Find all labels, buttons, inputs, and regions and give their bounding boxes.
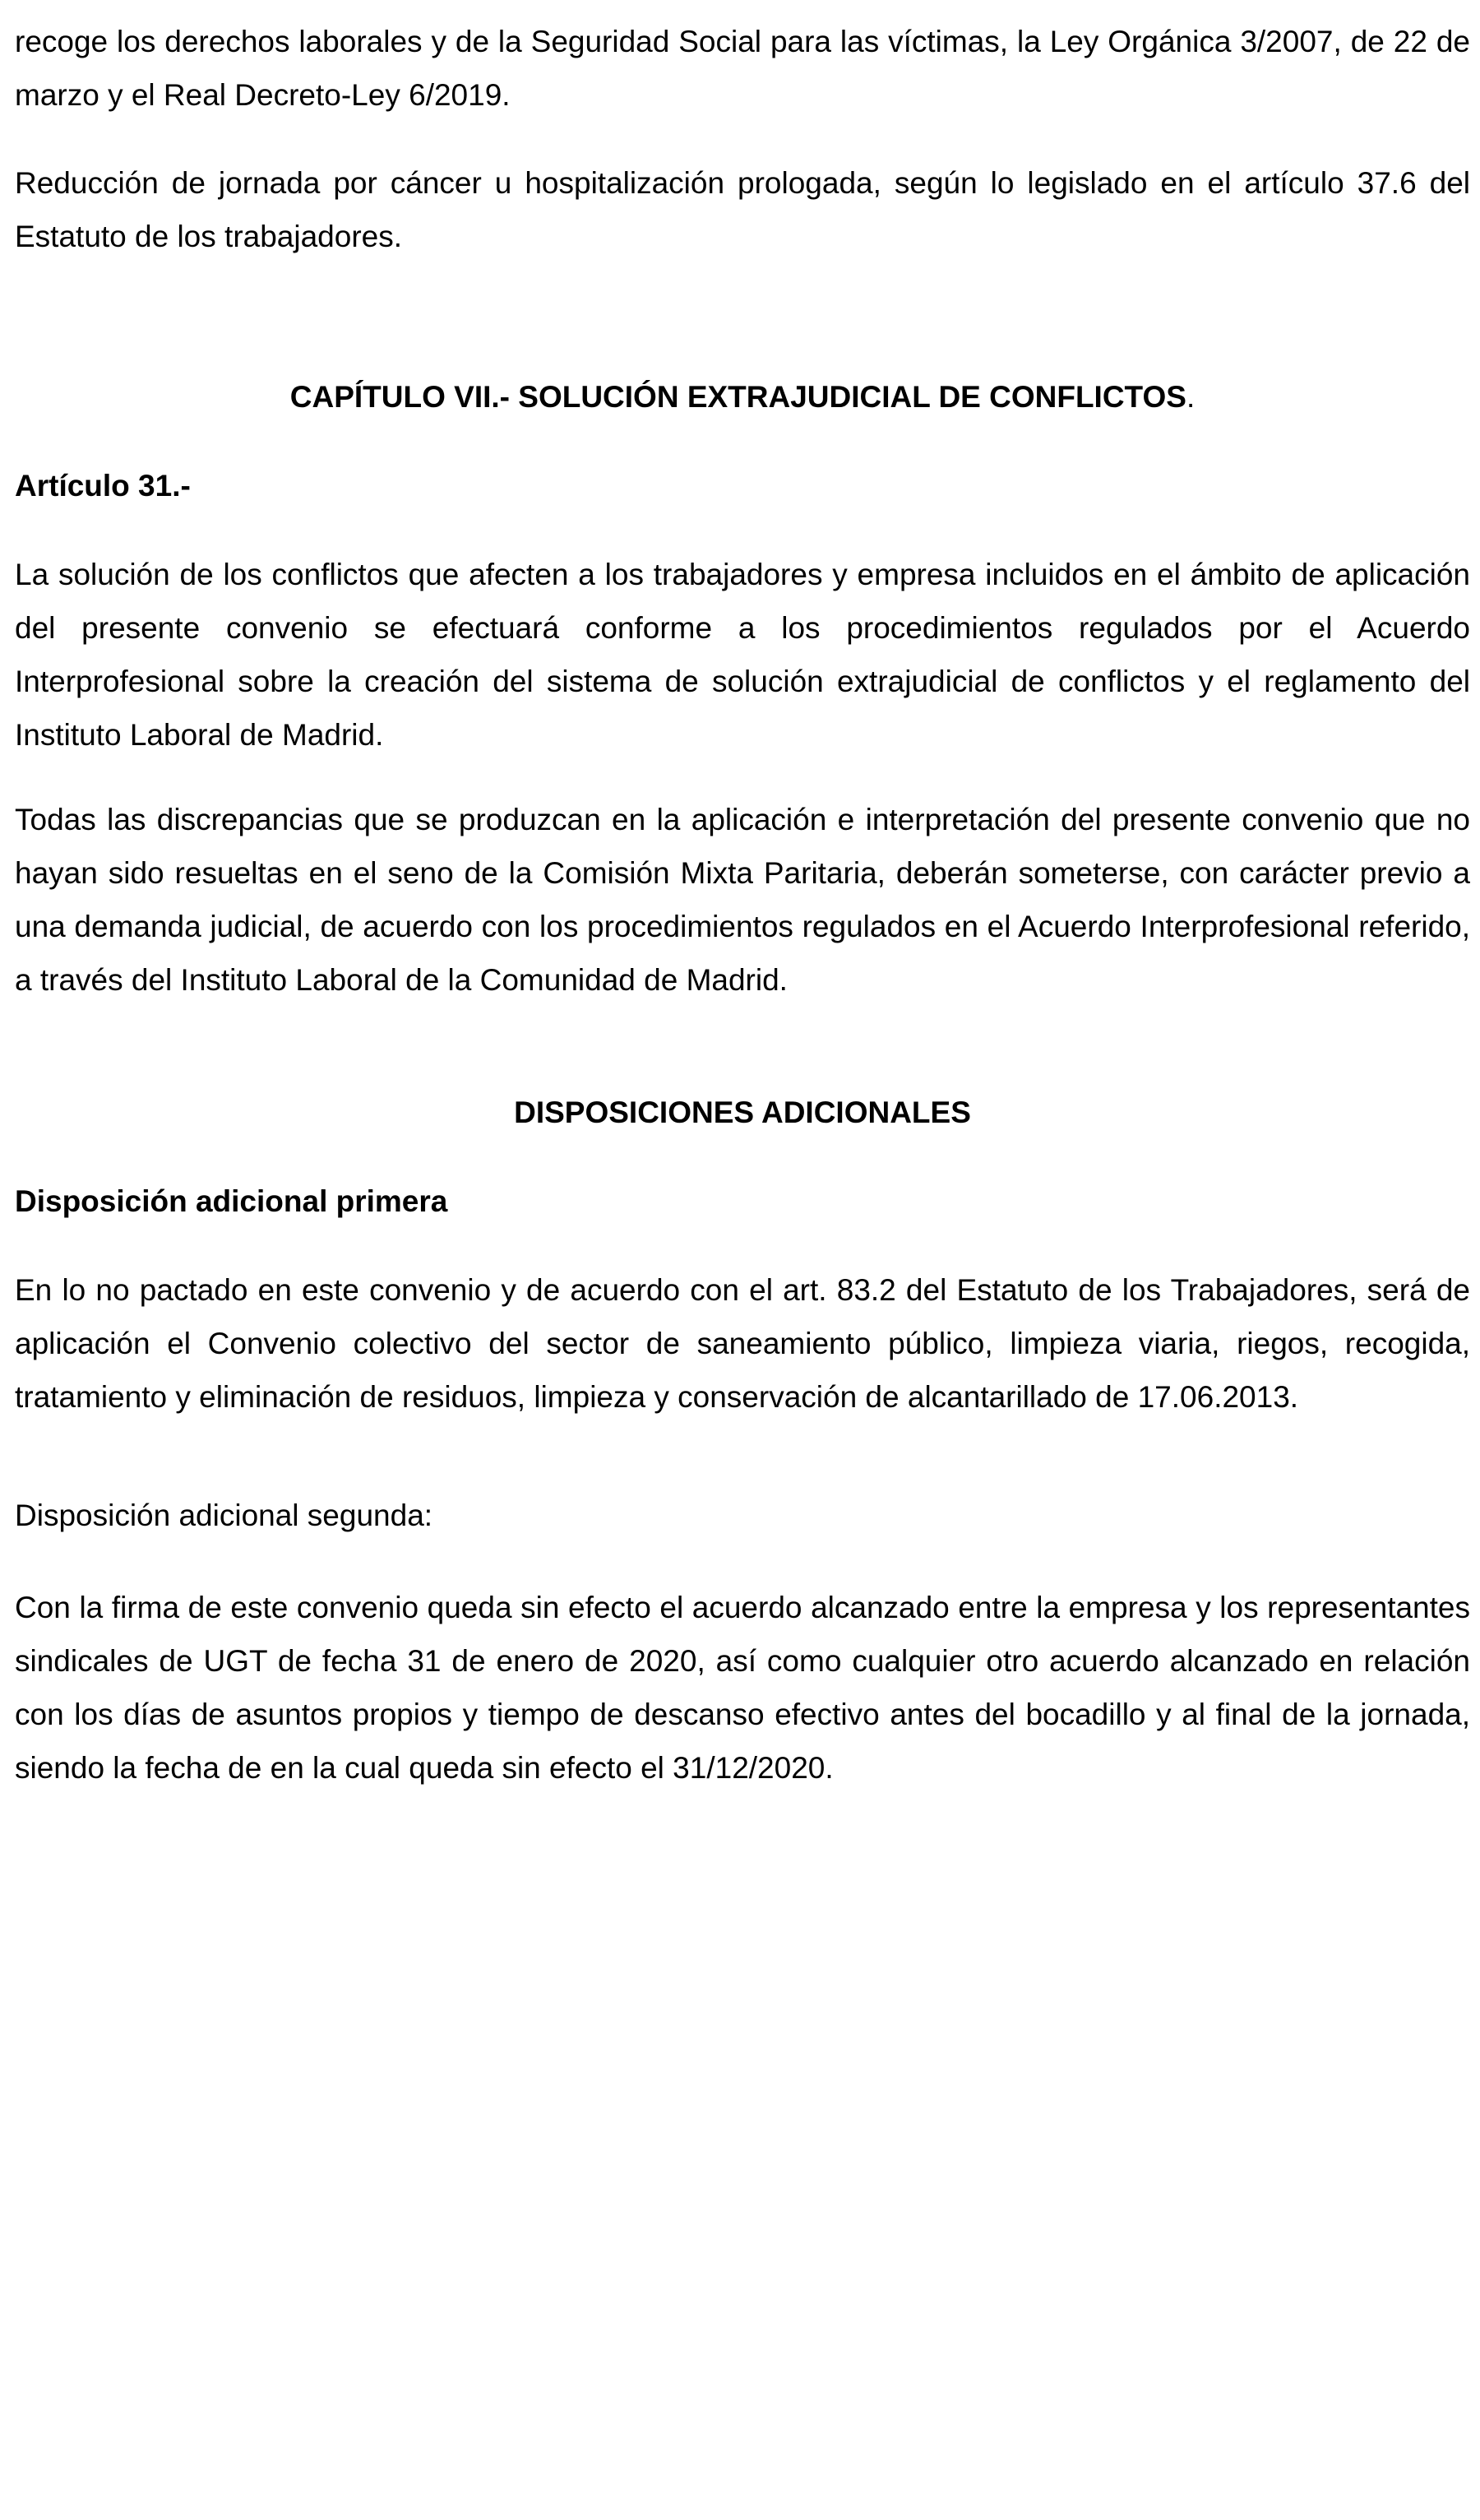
disposicion-segunda-heading: Disposición adicional segunda: (15, 1499, 433, 1532)
disposiciones-heading: DISPOSICIONES ADICIONALES (514, 1096, 971, 1129)
intro-paragraph: recoge los derechos laborales y de la Seguridad Social para las víctimas, la Ley Orgánica 3/2007, de 22 de marzo y el Real Decreto-Ley 6/2019. (15, 25, 1470, 112)
chapter-heading (15, 370, 1470, 424)
chapter-heading-period: . (1186, 380, 1196, 414)
reduccion-paragraph: Reducción de jornada por cáncer u hospitalización prologada, según lo legislado en el artículo 37.6 del Estatuto de los trabajadores. (15, 166, 1470, 253)
article-31-paragraph-1: La solución de los conflictos que afecten a los trabajadores y empresa incluidos en el ámbito de aplicación del presente convenio se efectuará conforme a los procedimientos regulados por el Acuerdo Interprofesional sobre la creación del sistema de solución extrajudicial de conflictos y el reglamento del Instituto Laboral de Madrid. (15, 558, 1470, 752)
chapter-heading-text: CAPÍTULO VII.- SOLUCIÓN EXTRAJUDICIAL DE CONFLICTOS (289, 380, 1186, 414)
article-31-heading: Artículo 31.- (15, 469, 191, 503)
disposicion-segunda-paragraph: Con la firma de este convenio queda sin efecto el acuerdo alcanzado entre la empresa y los representantes sindicales de UGT de fecha 31 de enero de 2020, así como cualquier otro acuerdo alcanzado en relación con los días de asuntos propios y tiempo de descanso efectivo antes del bocadillo y al final de la jornada, siendo la fecha de en la cual queda sin efecto el 31/12/2020. (15, 1591, 1470, 1785)
article-31-paragraph-2: Todas las discrepancias que se produzcan en la aplicación e interpretación del presente convenio que no hayan sido resueltas en el seno de la Comisión Mixta Paritaria, deberán someterse, con carácter previo a una demanda judicial, de acuerdo con los procedimientos regulados en el Acuerdo Interprofesional referido, a través del Instituto Laboral de la Comunidad de Madrid. (15, 803, 1470, 997)
disposicion-primera-paragraph: En lo no pactado en este convenio y de acuerdo con el art. 83.2 del Estatuto de los Trabajadores, será de aplicación el Convenio colectivo del sector de saneamiento público, limpieza viaria, riegos, recogida, tratamiento y eliminación de residuos, limpieza y conservación de alcantarillado de 17.06.2013. (15, 1273, 1470, 1414)
disposicion-primera-heading: Disposición adicional primera (15, 1184, 448, 1218)
